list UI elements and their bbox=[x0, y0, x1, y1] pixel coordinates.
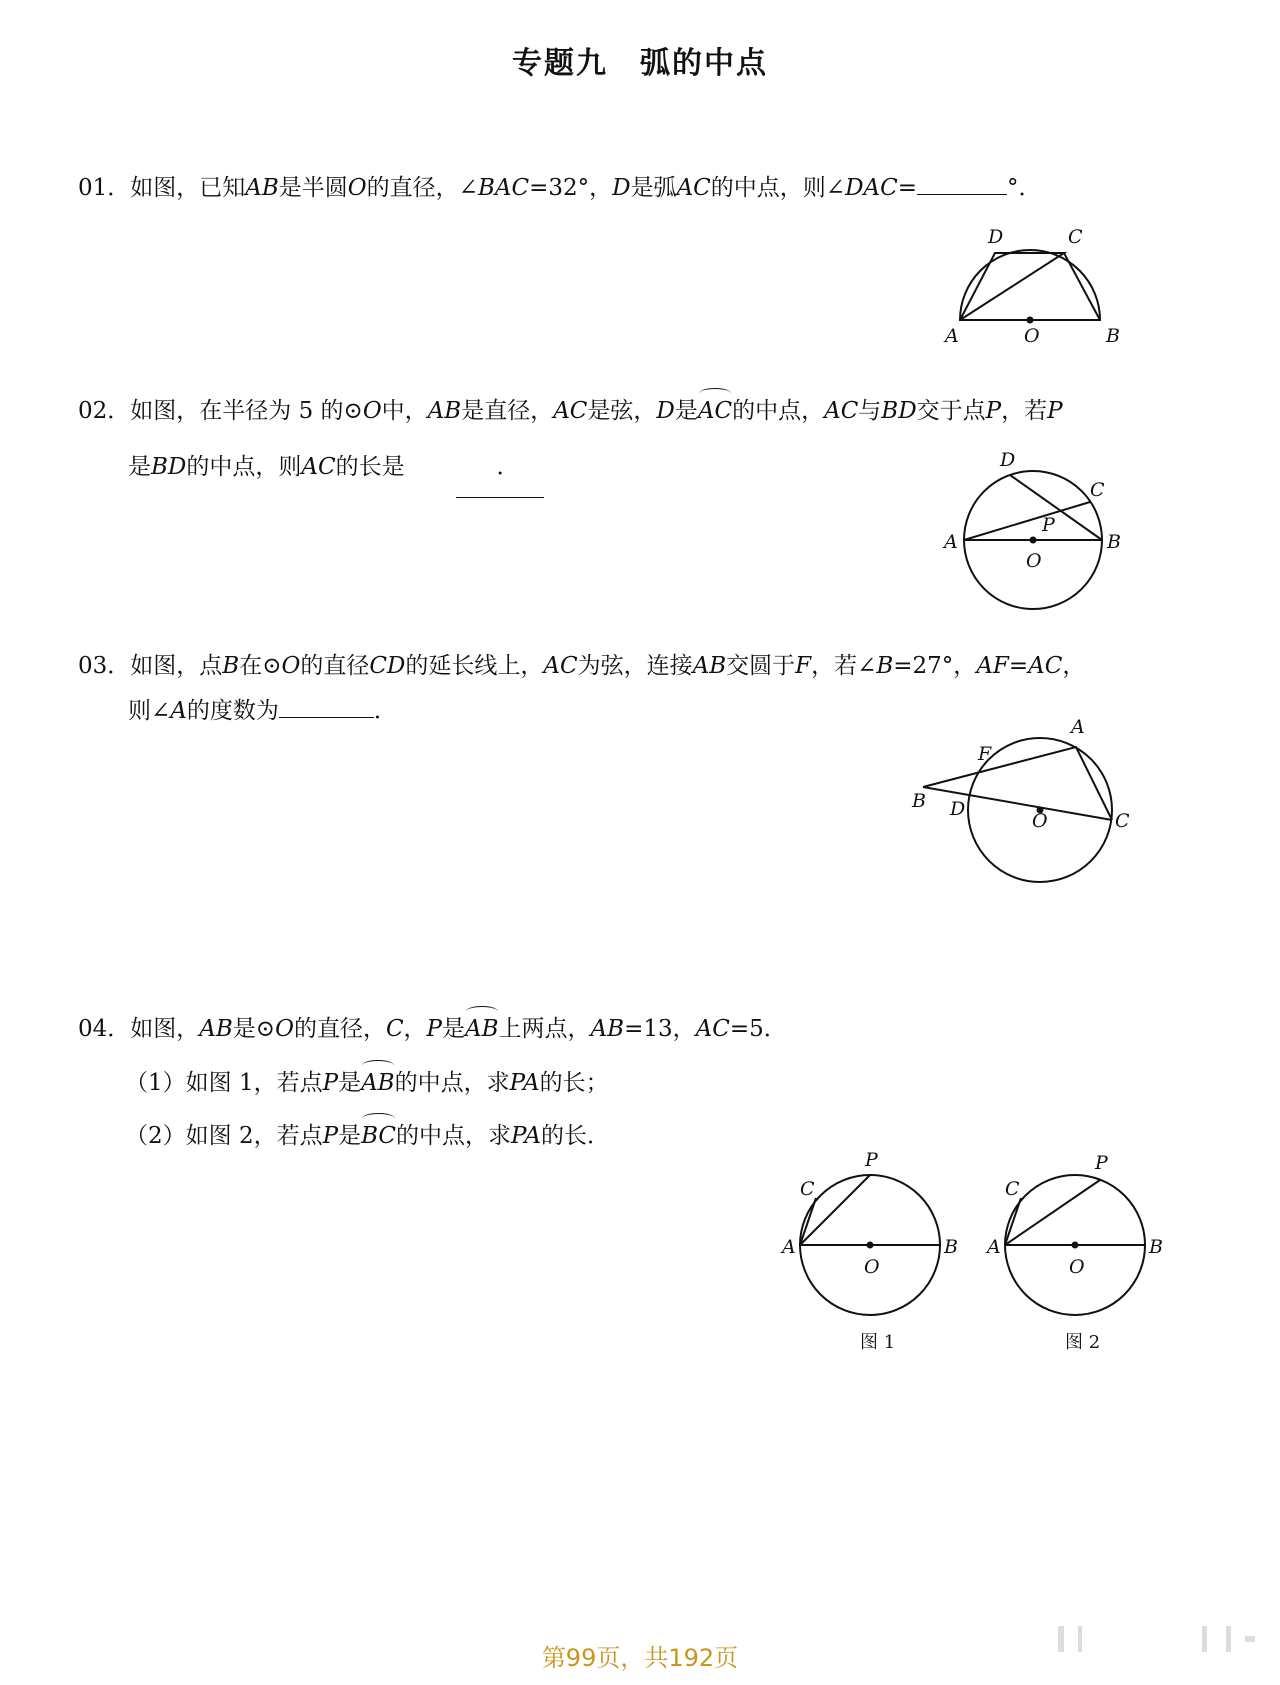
problem-1-text bbox=[78, 168, 1042, 208]
math-var: AC bbox=[824, 398, 859, 424]
text-run: = bbox=[897, 175, 917, 201]
math-var: AC bbox=[543, 653, 578, 679]
label-p: P bbox=[1095, 1152, 1108, 1174]
math-var: P bbox=[985, 398, 1002, 424]
text-run: ， bbox=[403, 1016, 427, 1042]
math-var: AB bbox=[245, 175, 279, 201]
problem-number: 01． bbox=[78, 175, 131, 201]
figure-1-semicircle bbox=[940, 225, 1140, 350]
answer-blank bbox=[279, 693, 374, 718]
text-run: （2）如图 2，若点 bbox=[125, 1123, 323, 1149]
math-var: P bbox=[322, 1070, 339, 1096]
text-run: 的长． bbox=[540, 1123, 610, 1149]
text-run: 中， bbox=[381, 398, 428, 424]
text-run: 是弦， bbox=[587, 398, 657, 424]
math-var: BD bbox=[881, 398, 917, 424]
text-run: 是弧 bbox=[630, 175, 677, 201]
text-run: 为弦，连接 bbox=[577, 653, 693, 679]
page-footer: 第99页，共192页 bbox=[541, 1644, 739, 1672]
math-var: AB bbox=[199, 1016, 233, 1042]
chords-adc bbox=[960, 253, 1064, 320]
text-run: 的直径，∠ bbox=[366, 175, 478, 201]
label-o: O bbox=[864, 1256, 880, 1278]
chord-ac bbox=[1005, 1198, 1021, 1245]
text-run: =32°， bbox=[529, 175, 613, 201]
center-point bbox=[1027, 317, 1034, 324]
problem-4-sub-1 bbox=[125, 1063, 609, 1103]
text-run: =13， bbox=[624, 1016, 696, 1042]
text-run: 是 bbox=[338, 1123, 362, 1149]
center-point bbox=[1030, 537, 1037, 544]
text-run: 的度数为 bbox=[186, 698, 279, 724]
label-d: D bbox=[1000, 449, 1016, 471]
math-var: AC bbox=[676, 175, 711, 201]
label-a: A bbox=[1071, 716, 1085, 738]
figure-3-circle bbox=[908, 715, 1143, 900]
text-run: 的直径 bbox=[300, 653, 370, 679]
label-a: A bbox=[944, 531, 958, 553]
arc-notation: AB bbox=[361, 1063, 395, 1103]
text-run: 是半圆 bbox=[278, 175, 348, 201]
text-run: 是 bbox=[442, 1016, 466, 1042]
math-var: AC bbox=[553, 398, 588, 424]
label-a: A bbox=[945, 325, 959, 347]
problem-number: 02． bbox=[78, 398, 131, 424]
text-run: ． bbox=[496, 454, 520, 480]
math-var: A bbox=[170, 698, 187, 724]
label-c: C bbox=[800, 1178, 815, 1200]
math-var: B bbox=[222, 653, 240, 679]
text-run: 的中点，则∠ bbox=[710, 175, 846, 201]
math-var: F bbox=[795, 653, 812, 679]
text-run: 与 bbox=[858, 398, 882, 424]
text-run: 的直径， bbox=[293, 1016, 386, 1042]
label-c: C bbox=[1115, 810, 1130, 832]
text-run: 如图，已知 bbox=[130, 175, 246, 201]
math-var: P bbox=[426, 1016, 443, 1042]
figure-4-1-circle bbox=[778, 1150, 973, 1365]
text-run: 如图，点 bbox=[130, 653, 223, 679]
math-var: AC bbox=[301, 454, 336, 480]
math-var: AB bbox=[590, 1016, 625, 1042]
math-var: D bbox=[656, 398, 675, 424]
arc-notation: BC bbox=[361, 1116, 396, 1156]
math-var: O bbox=[362, 398, 382, 424]
label-b: B bbox=[912, 790, 926, 812]
text-run: 是直径， bbox=[461, 398, 554, 424]
math-var: PA bbox=[509, 1070, 540, 1096]
math-var: AC bbox=[1028, 653, 1063, 679]
label-p: P bbox=[1042, 514, 1055, 536]
math-var: O bbox=[275, 1016, 294, 1042]
center-point bbox=[867, 1242, 874, 1249]
math-var: O bbox=[347, 175, 367, 201]
problem-number: 03． bbox=[78, 653, 131, 679]
figure-4-2-circle bbox=[983, 1150, 1178, 1365]
label-o: O bbox=[1026, 550, 1042, 572]
math-var: AF bbox=[976, 653, 1009, 679]
label-a: A bbox=[782, 1236, 796, 1258]
math-var: B bbox=[876, 653, 894, 679]
text-run: 是 bbox=[338, 1070, 362, 1096]
math-var: C bbox=[385, 1016, 404, 1042]
math-var: DAC bbox=[845, 175, 898, 201]
caption-figure-1: 图 1 bbox=[860, 1332, 896, 1353]
text-run: 上两点， bbox=[498, 1016, 591, 1042]
text-run: （1）如图 1，若点 bbox=[125, 1070, 323, 1096]
problem-3-text-line2 bbox=[128, 691, 397, 731]
label-d: D bbox=[950, 798, 966, 820]
label-o: O bbox=[1024, 325, 1040, 347]
arc-notation: AB bbox=[465, 1009, 499, 1049]
problem-4-sub-2 bbox=[125, 1116, 610, 1156]
text-run: 如图，在半径为 5 的⊙ bbox=[130, 398, 363, 424]
math-var: BD bbox=[151, 454, 187, 480]
caption-figure-2: 图 2 bbox=[1065, 1332, 1101, 1353]
math-var: AB bbox=[427, 398, 462, 424]
problem-3-text bbox=[78, 646, 1085, 686]
page-title: 专题九 弧的中点 bbox=[512, 46, 768, 81]
problem-2-text bbox=[78, 391, 1063, 431]
text-run: ， bbox=[1062, 653, 1086, 679]
text-run: =27°， bbox=[893, 653, 977, 679]
figure-2-circle bbox=[930, 449, 1130, 615]
text-run: ，若∠ bbox=[811, 653, 877, 679]
math-var: BAC bbox=[477, 175, 530, 201]
text-run: 是⊙ bbox=[232, 1016, 276, 1042]
text-run: 的中点， bbox=[732, 398, 825, 424]
math-var: P bbox=[322, 1123, 339, 1149]
text-run: 在⊙ bbox=[239, 653, 282, 679]
text-run: 的长是 bbox=[335, 454, 405, 480]
arc-notation: AC bbox=[698, 391, 732, 431]
text-run: 如图， bbox=[130, 1016, 200, 1042]
label-a: A bbox=[987, 1236, 1001, 1258]
math-var: O bbox=[281, 653, 301, 679]
chord-cb bbox=[1064, 253, 1100, 320]
text-run: ． bbox=[373, 698, 397, 724]
chord-ac bbox=[964, 502, 1090, 540]
label-c: C bbox=[1005, 1178, 1020, 1200]
text-run: 的延长线上， bbox=[405, 653, 544, 679]
problem-4-text bbox=[78, 1009, 787, 1049]
text-run: 交圆于 bbox=[726, 653, 796, 679]
label-p: P bbox=[865, 1149, 878, 1171]
math-var: CD bbox=[369, 653, 406, 679]
semicircle-outline bbox=[960, 250, 1100, 320]
text-run: = bbox=[1008, 653, 1029, 679]
label-b: B bbox=[1107, 531, 1121, 553]
text-run: 交于点 bbox=[916, 398, 986, 424]
answer-blank bbox=[456, 497, 544, 498]
label-o: O bbox=[1032, 810, 1048, 832]
center-point bbox=[1072, 1242, 1079, 1249]
text-run: 是 bbox=[674, 398, 698, 424]
math-var: AC bbox=[695, 1016, 730, 1042]
text-run: 的中点，求 bbox=[394, 1070, 510, 1096]
math-var: AB bbox=[692, 653, 727, 679]
label-c: C bbox=[1090, 479, 1105, 501]
label-f: F bbox=[978, 743, 992, 765]
math-var: D bbox=[612, 175, 631, 201]
label-b: B bbox=[1106, 325, 1120, 347]
text-run: 的长； bbox=[539, 1070, 609, 1096]
math-var: P bbox=[1047, 398, 1063, 424]
text-run: 是 bbox=[128, 454, 151, 480]
label-c: C bbox=[1068, 226, 1083, 248]
label-d: D bbox=[988, 226, 1004, 248]
text-run: 的中点，求 bbox=[396, 1123, 511, 1149]
text-run: ，若 bbox=[1001, 398, 1048, 424]
label-b: B bbox=[1149, 1236, 1163, 1258]
problem-number: 04． bbox=[78, 1016, 131, 1042]
chord-bd bbox=[1010, 475, 1102, 540]
label-b: B bbox=[944, 1236, 958, 1258]
answer-blank bbox=[917, 170, 1007, 195]
text-run: 则∠ bbox=[128, 698, 171, 724]
text-run: °． bbox=[1007, 175, 1042, 201]
text-run: =5． bbox=[729, 1016, 787, 1042]
text-run: 的中点，则 bbox=[186, 454, 302, 480]
label-o: O bbox=[1069, 1256, 1085, 1278]
math-var: PA bbox=[511, 1123, 541, 1149]
problem-2-text-line2 bbox=[128, 447, 520, 487]
